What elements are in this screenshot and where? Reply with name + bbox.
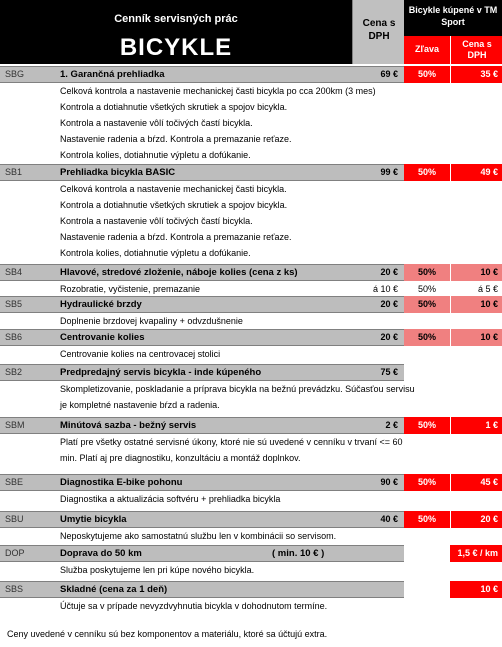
row-description-line: je kompletné nastavenie bŕzd a radenia.: [60, 400, 220, 410]
row-discount: 50%: [404, 329, 450, 346]
row-code: SBE: [5, 477, 24, 487]
row-code: SB4: [5, 267, 23, 277]
row-description-line: min. Platí aj pre diagnostiku, konzultáciu a montáž doplnkov.: [60, 453, 301, 463]
row-discounted-price: 49 €: [450, 164, 502, 181]
row-code: DOP: [5, 548, 25, 558]
row-code: SBU: [5, 514, 24, 524]
row-discounted-price: 10 €: [450, 329, 502, 346]
row-discount: 50%: [404, 164, 450, 181]
row-description-line: Celková kontrola a nastavenie mechanickej časti bicykla po cca 200km (3 mes): [60, 86, 376, 96]
row-description-line: Kontrola a nastavenie vôlí točivých častí bicykla.: [60, 216, 253, 226]
row-name: Minútová sazba - bežný servis: [60, 420, 197, 431]
row-code: SB1: [5, 167, 23, 177]
row-price: 69 €: [380, 69, 398, 79]
row-description-line: Platí pre všetky ostatné servisné úkony, ktoré nie sú uvedené v cenníku v trvaní <= 60: [60, 437, 403, 447]
discount-header: [404, 36, 450, 64]
row-extra: ( min. 10 € ): [272, 548, 325, 559]
price-column-header: [352, 0, 404, 64]
row-description-line: Kontrola a dotiahnutie všetkých skrutiek a spojov bicykla.: [60, 102, 288, 112]
page-title: Cenník servisných prác: [114, 13, 238, 25]
row-subline-discounted: á 5 €: [477, 284, 498, 294]
row-name: Umytie bicykla: [60, 514, 127, 525]
row-description-line: Služba poskytujeme len pri kúpe nového bicykla.: [60, 565, 255, 575]
row-name: Prehliadka bicykla BASIC: [60, 167, 176, 178]
row-discount: 50%: [404, 474, 450, 491]
row-subline-discount: 50%: [417, 284, 436, 294]
row-discounted-price: 20 €: [450, 511, 502, 528]
buyer-header-label: Bicykle kúpené v TM Sport: [408, 5, 498, 27]
row-description-line: Kontrola a nastavenie vôlí točivých častí bicykla.: [60, 118, 253, 128]
row-name: Hydraulické brzdy: [60, 299, 142, 310]
row-description-line: Kontrola kolies, dotiahnutie výpletu a dofúkanie.: [60, 150, 251, 160]
row-name: Predpredajný servis bicykla - inde kúpeného: [60, 367, 262, 378]
header-title-block: [0, 0, 352, 64]
row-code: SBG: [5, 69, 25, 79]
row-name: Centrovanie kolies: [60, 332, 145, 343]
row-subline: Rozobratie, vyčistenie, premazanie: [60, 284, 201, 294]
row-price: 90 €: [380, 477, 398, 487]
row-description-line: Neposkytujeme ako samostatnú službu len v kombinácii so servisom.: [60, 531, 337, 541]
row-discounted-price: 1 €: [450, 417, 502, 434]
row-description-line: Diagnostika a aktualizácia softvéru + prehliadka bicykla: [60, 494, 281, 504]
row-code: SB6: [5, 332, 23, 342]
row-discounted-price: 45 €: [450, 474, 502, 491]
row-description-line: Centrovanie kolies na centrovacej stolici: [60, 349, 221, 359]
row-discounted-price: 10 €: [450, 581, 502, 598]
page-subtitle: BICYKLE: [119, 34, 233, 61]
row-discounted-price: 1,5 € / km: [450, 545, 502, 562]
row-code: SBS: [5, 584, 24, 594]
row-description-line: Nastavenie radenia a bŕzd. Kontrola a premazanie reťaze.: [60, 232, 292, 242]
row-discounted-price: 10 €: [450, 296, 502, 313]
buyer-header: [404, 0, 502, 36]
row-name: 1. Garančná prehliadka: [60, 69, 165, 80]
row-discount: 50%: [404, 417, 450, 434]
row-price: 20 €: [380, 299, 398, 309]
discounted-price-header-label: Cena s DPH: [462, 39, 492, 60]
footer-note: Ceny uvedené v cenníku sú bez komponentov a materiálu, ktoré sa účtujú extra.: [7, 629, 328, 639]
row-discounted-price: 35 €: [450, 66, 502, 83]
row-code: SB2: [5, 367, 23, 377]
row-description-line: Celková kontrola a nastavenie mechanickej časti bicykla.: [60, 184, 287, 194]
row-price: 75 €: [380, 367, 398, 377]
row-discounted-price: 10 €: [450, 264, 502, 281]
row-description-line: Kontrola a dotiahnutie všetkých skrutiek a spojov bicykla.: [60, 200, 288, 210]
row-description-line: Účtuje sa v prípade nevyzdvyhnutia bicykla v dohodnutom termíne.: [60, 601, 328, 611]
row-description-line: Nastavenie radenia a bŕzd. Kontrola a premazanie reťaze.: [60, 134, 292, 144]
price-column-label: Cena s DPH: [362, 18, 396, 42]
row-description-line: Kontrola kolies, dotiahnutie výpletu a dofúkanie.: [60, 248, 251, 258]
discounted-price-header: [450, 36, 502, 64]
row-discount: 50%: [404, 66, 450, 83]
row-price: 2 €: [385, 420, 398, 430]
row-description-line: Doplnenie brzdovej kvapaliny + odvzdušnenie: [60, 316, 243, 326]
row-price: 99 €: [380, 167, 398, 177]
row-discount: 50%: [404, 296, 450, 313]
row-price: 40 €: [380, 514, 398, 524]
row-name: Skladné (cena za 1 deň): [60, 584, 168, 595]
row-code: SBM: [5, 420, 25, 430]
row-name: Hlavové, stredové zloženie, náboje kolies (cena z ks): [60, 267, 298, 278]
row-discount: 50%: [404, 511, 450, 528]
row-name: Diagnostika E-bike pohonu: [60, 477, 183, 488]
row-discount: 50%: [404, 264, 450, 281]
row-price: 20 €: [380, 332, 398, 342]
row-name: Doprava do 50 km: [60, 548, 142, 559]
row-code: SB5: [5, 299, 23, 309]
row-subline-price: á 10 €: [372, 284, 398, 294]
row-description-line: Skompletizovanie, poskladanie a príprava bicykla na bežnú prevádzku. Súčasťou servisu: [60, 384, 415, 394]
discount-header-label: Zľava: [415, 44, 439, 54]
row-price: 20 €: [380, 267, 398, 277]
